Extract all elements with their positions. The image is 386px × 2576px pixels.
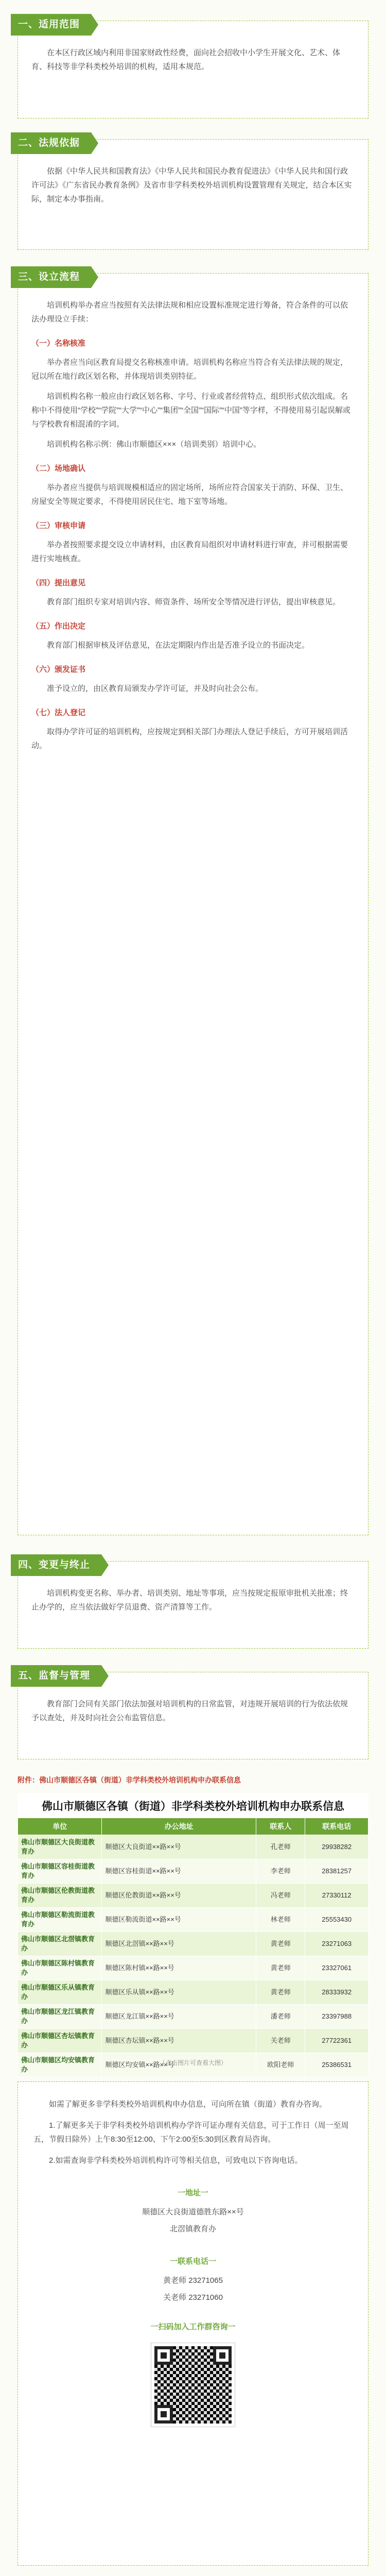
phone-cell: 25386531 [305, 2053, 369, 2077]
subsection-heading: （七）法人登记 [31, 708, 86, 717]
contact-cell: 孔老师 [256, 1835, 305, 1859]
unit-cell: 佛山市顺德区乐从镇教育办 [18, 1980, 102, 2005]
unit-cell: 佛山市顺德区容桂街道教育办 [18, 1859, 102, 1884]
table-row [18, 1884, 369, 1908]
table-row [18, 1835, 369, 1859]
contact-cell: 欧阳老师 [256, 2053, 305, 2077]
phone-cell: 29938282 [305, 1835, 369, 1859]
subsection-heading: （一）名称核准 [31, 339, 86, 348]
phone-cell: 28381257 [305, 1859, 369, 1884]
address-cell: 顺德区北滘镇××路××号 [102, 1932, 256, 1956]
unit-cell: 佛山市顺德区龙江镇教育办 [18, 2005, 102, 2029]
unit-cell: 佛山市顺德区北滘镇教育办 [18, 1932, 102, 1956]
section-text: 依据《中华人民共和国教育法》《中华人民共和国民办教育促进法》《中华人民共和国行政许可法》《广东省民办教育条例》及省市非学科类校外培训机构设置管理有关规定，结合本区实际，制定本办事指南。 [31, 167, 352, 204]
section-text: 举办者应当向区教育局提交名称核准申请。培训机构名称应当符合有关法律法规的规定，冠以所在地行政区划名称，并体现培训类别特征。 [31, 358, 348, 381]
unit-cell: 佛山市顺德区伦教街道教育办 [18, 1884, 102, 1908]
contact-cell: 黄老师 [256, 1980, 305, 2005]
section-text: 培训机构名称一般应由行政区划名称、字号、行业或者经营特点、组织形式依次组成。名称中不得使用“学校”“学院”“大学”“中心”“集团”“全国”“国际”“中国”等字样，不得使用易引起误解或与学校教育相混淆的字词。 [31, 392, 350, 429]
address-line: 顺德区大良街道德胜东路××号 [142, 2208, 244, 2216]
section-tab: 二、法规依据 [11, 132, 91, 154]
contact-cell: 黄老师 [256, 1932, 305, 1956]
contact-cell: 林老师 [256, 1908, 305, 1932]
table-row [18, 1932, 369, 1956]
section-tab: 一、适用范围 [11, 14, 91, 36]
table-title: 佛山市顺德区各镇（街道）非学科类校外培训机构申办联系信息 [42, 1800, 344, 1812]
table-row [18, 1908, 369, 1932]
section-text: 在本区行政区域内利用非国家财政性经费，面向社会招收中小学生开展文化、艺术、体育、科技等非学科类校外培训的机构，适用本规范。 [31, 48, 341, 71]
subsection-heading: （二）场地确认 [31, 464, 86, 473]
section-tab: 五、监督与管理 [11, 1665, 101, 1687]
section-basis [17, 139, 369, 250]
address-cell: 顺德区伦教街道××路××号 [102, 1884, 256, 1908]
section-text: 准予设立的，由区教育局颁发办学许可证，并及时向社会公布。 [47, 684, 264, 693]
unit-cell: 佛山市顺德区陈村镇教育办 [18, 1956, 102, 1980]
section-text: 举办者应当提供与培训规模相适应的固定场所，场所应符合国家关于消防、环保、卫生、房屋安全等规定要求，不得使用居民住宅、地下室等场地。 [31, 483, 348, 506]
address-cell: 顺德区勒流街道××路××号 [102, 1908, 256, 1932]
section-text: 培训机构名称示例：佛山市顺德区×××（培训类别）培训中心。 [47, 440, 261, 449]
address-line: 北滘镇教育办 [169, 2225, 216, 2233]
contact-table [17, 1818, 369, 2077]
section-text: 教育部门根据审核及评估意见，在法定期限内作出是否准予设立的书面决定。 [47, 641, 310, 650]
section-text: 取得办学许可证的培训机构，应按规定到相关部门办理法人登记手续后，方可开展培训活动。 [31, 727, 348, 750]
qr-title: 一扫码加入工作群咨询一 [150, 2323, 236, 2331]
table-row [18, 2005, 369, 2029]
section-text: 举办者按照要求提交设立申请材料，由区教育局组织对申请材料进行审查，并可根据需要进行实地核查。 [31, 540, 348, 563]
phone-cell: 23397988 [305, 2005, 369, 2029]
contact-cell: 黄老师 [256, 1956, 305, 1980]
table-header: 办公地址 [102, 1818, 256, 1835]
unit-cell: 佛山市顺德区均安镇教育办 [18, 2053, 102, 2077]
contact-cell: 关老师 [256, 2029, 305, 2053]
address-title: 一地址一 [177, 2189, 208, 2197]
address-cell: 顺德区均安镇××路××号 [102, 2053, 256, 2077]
phone-cell: 27330112 [305, 1884, 369, 1908]
section-tab: 三、设立流程 [11, 266, 91, 288]
section-tab: 四、变更与终止 [11, 1554, 101, 1576]
table-row [18, 1956, 369, 1980]
footer-info [17, 2081, 369, 2566]
phone-line: 关老师 23271060 [163, 2293, 223, 2302]
table-row [18, 1980, 369, 2005]
subsection-heading: （三）审核申请 [31, 521, 86, 530]
contact-cell: 潘老师 [256, 2005, 305, 2029]
contact-cell: 冯老师 [256, 1884, 305, 1908]
table-header: 联系电话 [305, 1818, 369, 1835]
unit-cell: 佛山市顺德区大良街道教育办 [18, 1835, 102, 1859]
unit-cell: 佛山市顺德区勒流街道教育办 [18, 1908, 102, 1932]
footer-text: 2.如需查询非学科类校外培训机构许可等相关信息，可致电以下咨询电话。 [49, 2156, 303, 2165]
phone-cell: 23327061 [305, 1956, 369, 1980]
address-cell: 顺德区乐从镇××路××号 [102, 1980, 256, 2005]
address-cell: 顺德区大良街道××路××号 [102, 1835, 256, 1859]
section-text: 培训机构变更名称、举办者、培训类别、地址等事项，应当按规定报原审批机关批准；终止办学的，应当依法做好学员退费、资产清算等工作。 [31, 1589, 348, 1612]
unit-cell: 佛山市顺德区杏坛镇教育办 [18, 2029, 102, 2053]
address-cell: 顺德区容桂街道××路××号 [102, 1859, 256, 1884]
section-supervision [17, 1672, 369, 1759]
subsection-heading: （四）提出意见 [31, 579, 86, 587]
section-text: 教育部门组织专家对培训内容、师资条件、场所安全等情况进行评估，提出审核意见。 [47, 598, 341, 606]
attachment-label: 附件：佛山市顺德区各镇（街道）非学科类校外培训机构申办联系信息 [17, 1776, 241, 1784]
phone-cell: 25553430 [305, 1908, 369, 1932]
address-cell: 顺德区陈村镇××路××号 [102, 1956, 256, 1980]
table-row [18, 1859, 369, 1884]
table-header: 单位 [18, 1818, 102, 1835]
qr-code-icon[interactable] [151, 2343, 235, 2427]
table-row [18, 2029, 369, 2053]
contact-cell: 李老师 [256, 1859, 305, 1884]
table-header: 联系人 [256, 1818, 305, 1835]
section-change [17, 1561, 369, 1649]
table-caption: （点击图片可查看大图） [159, 2059, 227, 2066]
section-scope [17, 21, 369, 118]
address-cell: 顺德区龙江镇××路××号 [102, 2005, 256, 2029]
subsection-heading: （五）作出决定 [31, 622, 86, 631]
phone-title: 一联系电话一 [169, 2257, 216, 2266]
phone-cell: 27722361 [305, 2029, 369, 2053]
section-intro: 培训机构举办者应当按照有关法律法规和相应设置标准规定进行筹备，符合条件的可以依法办理设立手续： [31, 301, 348, 324]
footer-text: 如需了解更多非学科类校外培训机构申办信息，可向所在镇（街道）教育办咨询。 [49, 2100, 327, 2109]
footer-text: 1.了解更多关于非学科类校外培训机构办学许可证办理有关信息，可于工作日（周一至周五，节假日除外）上午8:30至12:00、下午2:00至5:30到区教育局咨询。 [33, 2121, 349, 2144]
address-cell: 顺德区杏坛镇××路××号 [102, 2029, 256, 2053]
phone-cell: 28333932 [305, 1980, 369, 2005]
phone-cell: 23271063 [305, 1932, 369, 1956]
phone-line: 黄老师 23271065 [163, 2276, 223, 2285]
section-text: 教育部门会同有关部门依法加强对培训机构的日常监管，对违规开展培训的行为依法依规予以查处，并及时向社会公布监管信息。 [31, 1700, 348, 1722]
subsection-heading: （六）颁发证书 [31, 665, 86, 674]
section-process [17, 273, 369, 1535]
